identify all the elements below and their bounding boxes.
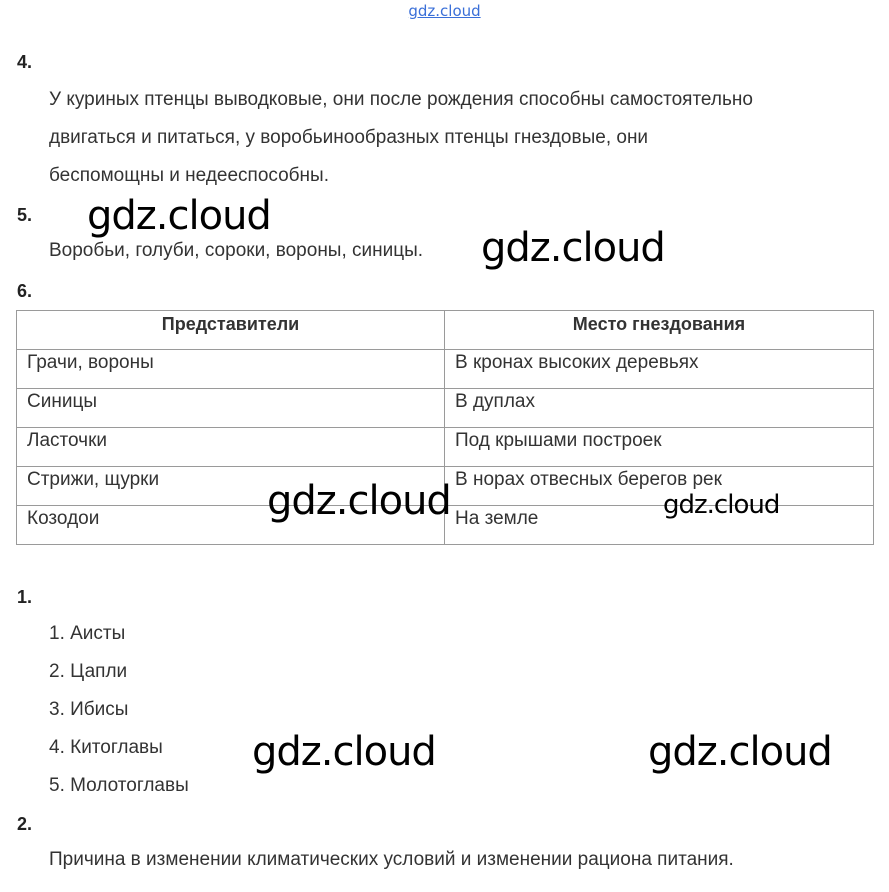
- question-2-text: Причина в изменении климатических условий и изменении рациона питания.: [49, 849, 734, 870]
- watermark: gdz.cloud: [87, 193, 271, 239]
- table-cell: В дуплах: [445, 389, 874, 428]
- table-cell: В кронах высоких деревьях: [445, 350, 874, 389]
- answer-4-text: [49, 81, 753, 195]
- table-cell: Грачи, вороны: [17, 350, 445, 389]
- answer-number-4: 4.: [17, 52, 33, 72]
- table-cell: Стрижи, щурки: [17, 467, 445, 506]
- watermark: gdz.cloud: [663, 490, 780, 520]
- list-item: 2. Цапли: [49, 661, 128, 682]
- question-number-1: 1.: [17, 587, 33, 607]
- table-row: [17, 428, 874, 467]
- table-cell: В норах отвесных берегов рек: [445, 467, 874, 506]
- list-item: 5. Молотоглавы: [49, 775, 189, 796]
- table-cell: Под крышами построек: [445, 428, 874, 467]
- list-item: 3. Ибисы: [49, 699, 129, 720]
- table-cell: Ласточки: [17, 428, 445, 467]
- answer-number-5: 5.: [17, 205, 33, 225]
- list-item: 4. Китоглавы: [49, 737, 163, 758]
- answer-number-6: 6.: [17, 281, 33, 301]
- table-cell: Синицы: [17, 389, 445, 428]
- watermark: gdz.cloud: [648, 729, 832, 775]
- list-item: 1. Аисты: [49, 623, 126, 644]
- table-header-row: [17, 311, 874, 350]
- question-number-2: 2.: [17, 814, 33, 834]
- source-watermark: gdz.cloud: [408, 2, 481, 20]
- table-row: [17, 350, 874, 389]
- stork-families-list: [49, 615, 189, 805]
- table-row: [17, 389, 874, 428]
- table-cell: На земле: [445, 506, 874, 545]
- watermark: gdz.cloud: [267, 478, 451, 524]
- table-header-cell: Место гнездования: [445, 311, 874, 350]
- answer-4-line: двигаться и питаться, у воробьинообразных птенцы гнездовые, они: [49, 127, 649, 148]
- watermark: gdz.cloud: [481, 225, 665, 271]
- answer-4-line: беспомощны и недееспособны.: [49, 165, 329, 186]
- answer-5-text: Воробьи, голуби, сороки, вороны, синицы.: [49, 240, 424, 261]
- table-cell: Козодои: [17, 506, 445, 545]
- watermark: gdz.cloud: [252, 729, 436, 775]
- table-header-cell: Представители: [17, 311, 445, 350]
- answer-4-line: У куриных птенцы выводковые, они после рождения способны самостоятельно: [49, 89, 753, 110]
